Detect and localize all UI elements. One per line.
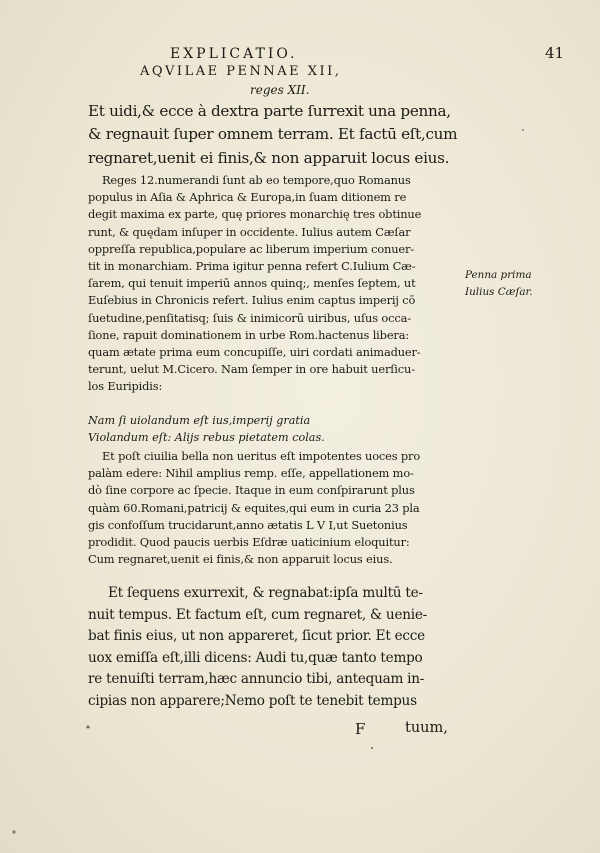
margin-note-line: Iulius Cæſar.	[465, 286, 533, 299]
text-line: Et uidi,& ecce à dextra parte ſurrexit una penna,	[88, 102, 451, 120]
signature-mark: F	[355, 720, 366, 738]
section-heading: AQVILAE PENNAE XII,	[140, 64, 342, 79]
text-line: los Euripidis:	[88, 379, 163, 394]
scripture-paragraph-2	[88, 583, 468, 713]
text-line: prodidit. Quod paucis uerbis Eſdræ uaticinium eloquitur:	[88, 534, 410, 549]
text-line: palàm edere: Nihil amplius remp. eſſe, appellationem mo-	[88, 466, 414, 481]
text-line: dò ſine corpore ac ſpecie. Itaque in eum conſpirarunt plus	[88, 483, 415, 498]
text-line: ſione, rapuit dominationem in urbe Rom.hactenus libera:	[88, 327, 410, 342]
running-title: EXPLICATIO.	[170, 46, 298, 62]
text-line: cipias non apparere;Nemo poſt te tenebit tempus	[88, 692, 417, 709]
text-line: bat finis eius, ut non appareret, ſicut prior. Et ecce	[88, 628, 425, 645]
text-line: Et poſt ciuilia bella non ueritus eſt impotentes uoces pro	[102, 449, 421, 463]
text-line: Euſebius in Chronicis refert. Iulius enim captus imperij cō	[88, 293, 416, 308]
text-line: uox emiſſa eſt,illi dicens: Audi tu,quæ tanto tempo	[88, 649, 423, 666]
euripides-quotation	[88, 412, 468, 446]
text-line: degit maxima ex parte, quę priores monarchię tres obtinue	[88, 207, 422, 222]
text-line: gis confoſſum trucidarunt,anno ætatis L V I,ut Suetonius	[88, 517, 408, 532]
quote-line: Violandum eſt: Alijs rebus pietatem colas.	[88, 431, 325, 444]
text-line: quam ætate prima eum concupiſſe, uiri cordati animaduer-	[88, 344, 421, 359]
marginal-note	[465, 267, 533, 301]
text-line: terunt, uelut M.Cicero. Nam ſemper in ore habuit uerſicu-	[88, 362, 415, 377]
text-line: Cum regnaret,uenit ei finis,& non apparuit locus eius.	[88, 552, 393, 567]
text-line: quàm 60.Romani,patricij & equites,qui eum in curia 23 pla	[88, 500, 420, 515]
text-line: ſarem, qui tenuit imperiū annos quinq;, menſes ſeptem, ut	[88, 276, 416, 291]
commentary-paragraph-2	[88, 448, 468, 568]
text-line: oppreſſa republica,populare ac liberum imperium conuer-	[88, 241, 414, 256]
text-line: runt, & quędam inſuper in occidente. Iulius autem Cæſar	[88, 224, 411, 239]
text-line: Et ſequens exurrexit, & regnabat:ipſa multū te-	[108, 585, 423, 601]
catchword: tuum,	[405, 720, 448, 736]
scripture-paragraph-1	[88, 100, 468, 170]
text-line: & regnauit ſuper omnem terram. Et factū eſt,cum	[88, 125, 458, 144]
text-line: nuit tempus. Et factum eſt, cum regnaret, & uenie-	[88, 606, 427, 623]
text-line: ſuetudine,penſitatisq; ſuis & inimicorū uiribus, uſus occa-	[88, 310, 411, 325]
commentary-paragraph-1	[88, 172, 468, 395]
text-line: Reges 12.numerandi ſunt ab eo tempore,quo Romanus	[102, 173, 411, 187]
margin-note-line: Penna prima	[465, 269, 532, 281]
text-line: tit in monarchiam. Prima igitur penna refert C.Iulium Cæ-	[88, 258, 416, 273]
text-line: populus in Aſia & Aphrica & Europa,in ſuam ditionem re	[88, 190, 407, 205]
text-line: regnaret,uenit ei finis,& non apparuit locus eius.	[88, 148, 450, 167]
text-line: re tenuiſti terram,hæc annuncio tibi, antequam in-	[88, 671, 425, 688]
section-subheading: reges XII.	[250, 83, 310, 97]
quote-line: Nam ſi uiolandum eſt ius,imperij gratia	[88, 414, 311, 427]
page-number: 41	[545, 44, 565, 62]
